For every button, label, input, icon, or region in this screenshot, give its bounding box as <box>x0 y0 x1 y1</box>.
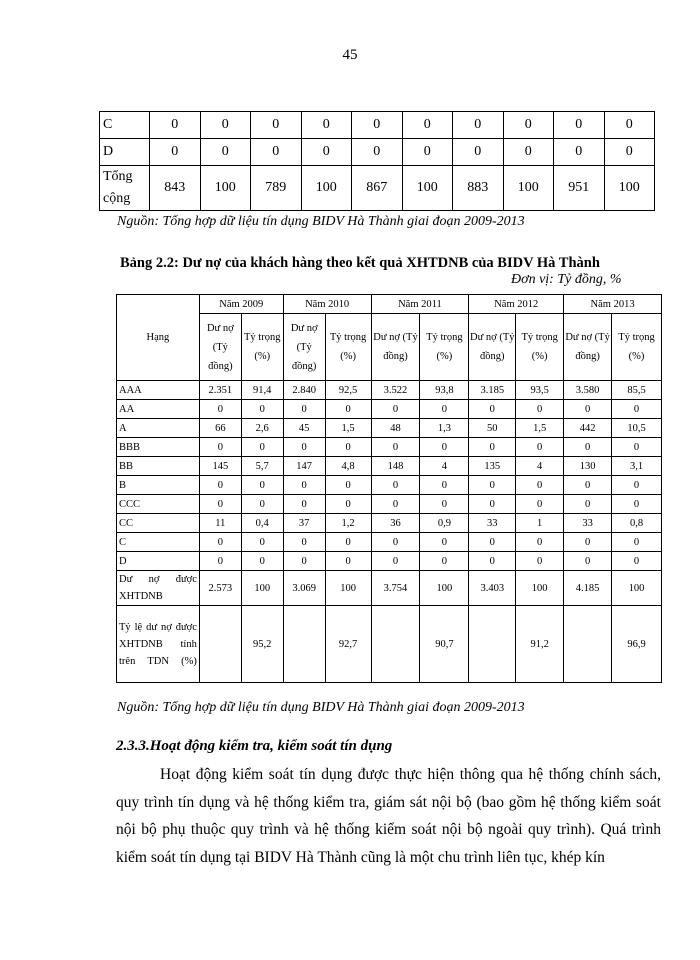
cell: 0 <box>612 438 662 457</box>
cell: 92,5 <box>325 381 371 400</box>
cell: 0 <box>371 533 420 552</box>
sub-header: Tỷ trọng (%) <box>420 314 469 381</box>
cell: 33 <box>469 514 516 533</box>
year-header: Năm 2013 <box>564 295 662 314</box>
cell: 0 <box>199 533 241 552</box>
row-label: D <box>117 552 200 571</box>
table-2-unit: Đơn vị: Tỷ đồng, % <box>511 272 622 287</box>
table-1-continuation <box>99 111 655 211</box>
cell: 0,4 <box>241 514 283 533</box>
cell: 50 <box>469 419 516 438</box>
year-header: Năm 2012 <box>469 295 564 314</box>
cell: 0 <box>564 533 612 552</box>
cell: 100 <box>325 571 371 606</box>
cell: 4.185 <box>564 571 612 606</box>
cell: 0 <box>241 533 283 552</box>
sub-header: Tỷ trọng (%) <box>612 314 662 381</box>
cell: 0 <box>612 552 662 571</box>
cell: 0 <box>283 476 325 495</box>
row-label: A <box>117 419 200 438</box>
table-row <box>100 166 655 211</box>
cell: 2.573 <box>199 571 241 606</box>
cell: 0 <box>325 533 371 552</box>
cell: 95,2 <box>241 606 283 683</box>
cell: 4,8 <box>325 457 371 476</box>
table-row <box>117 457 662 476</box>
cell: 0 <box>453 112 504 139</box>
cell <box>564 606 612 683</box>
year-header: Năm 2010 <box>283 295 371 314</box>
cell: 33 <box>564 514 612 533</box>
cell: 0 <box>241 438 283 457</box>
cell: 0 <box>199 400 241 419</box>
cell: 0 <box>503 112 554 139</box>
sub-header: Dư nợ (Tỷ đồng) <box>564 314 612 381</box>
cell: 85,5 <box>612 381 662 400</box>
cell: 2.840 <box>283 381 325 400</box>
table-row <box>117 533 662 552</box>
cell: 37 <box>283 514 325 533</box>
sub-header: Dư nợ (Tỷ đồng) <box>283 314 325 381</box>
cell: 0 <box>420 400 469 419</box>
sub-header: Tỷ trọng (%) <box>516 314 564 381</box>
cell: 0 <box>352 112 403 139</box>
body-paragraph <box>116 761 661 871</box>
row-label: Tỷ lệ dư nợ được XHTDNB tính trên TDN (%) <box>117 606 200 683</box>
cell: 90,7 <box>420 606 469 683</box>
cell: 0 <box>200 112 251 139</box>
cell: 100 <box>301 166 352 211</box>
sub-header: Dư nợ (Tỷ đồng) <box>199 314 241 381</box>
cell: 0 <box>199 495 241 514</box>
cell: 843 <box>150 166 201 211</box>
header-row <box>117 295 662 314</box>
cell: 100 <box>200 166 251 211</box>
cell: 0 <box>241 476 283 495</box>
cell: 0 <box>371 552 420 571</box>
cell: 0 <box>199 476 241 495</box>
cell: 0 <box>604 112 655 139</box>
cell: 0 <box>469 438 516 457</box>
cell: 2.351 <box>199 381 241 400</box>
cell: 3.403 <box>469 571 516 606</box>
cell: 91,2 <box>516 606 564 683</box>
sub-header: Dư nợ (Tỷ đồng) <box>469 314 516 381</box>
cell: 3.185 <box>469 381 516 400</box>
cell: 0 <box>604 139 655 166</box>
cell: 0 <box>150 112 201 139</box>
cell: 0 <box>251 112 302 139</box>
cell: 0 <box>469 533 516 552</box>
cell: 93,5 <box>516 381 564 400</box>
cell: 0 <box>503 139 554 166</box>
cell: 0 <box>564 476 612 495</box>
cell: 0 <box>199 552 241 571</box>
cell: 130 <box>564 457 612 476</box>
cell: 0 <box>420 438 469 457</box>
cell: 0 <box>469 552 516 571</box>
cell: 0 <box>469 495 516 514</box>
cell: 0 <box>612 476 662 495</box>
cell: 100 <box>420 571 469 606</box>
section-heading: 2.3.3.Hoạt động kiểm tra, kiểm soát tín dụng <box>116 738 393 754</box>
row-label: CC <box>117 514 200 533</box>
cell: 0 <box>241 400 283 419</box>
cell: 1,5 <box>516 419 564 438</box>
table-2 <box>116 294 662 683</box>
cell: 0 <box>516 552 564 571</box>
cell: 0 <box>612 495 662 514</box>
cell <box>199 606 241 683</box>
cell: 0 <box>325 438 371 457</box>
cell: 0 <box>325 476 371 495</box>
cell: 4 <box>516 457 564 476</box>
rank-header: Hạng <box>117 295 200 381</box>
table-row <box>117 495 662 514</box>
cell: 11 <box>199 514 241 533</box>
cell: 0 <box>402 139 453 166</box>
cell: 883 <box>453 166 504 211</box>
row-label: AA <box>117 400 200 419</box>
cell: 0 <box>612 400 662 419</box>
table-row <box>117 514 662 533</box>
cell: 0 <box>325 552 371 571</box>
cell: 1,2 <box>325 514 371 533</box>
table-row <box>117 381 662 400</box>
cell: 0 <box>325 495 371 514</box>
cell: 951 <box>554 166 605 211</box>
row-label: AAA <box>117 381 200 400</box>
cell: 0 <box>301 112 352 139</box>
cell: 0 <box>325 400 371 419</box>
cell: 0 <box>612 533 662 552</box>
cell: 66 <box>199 419 241 438</box>
table-row <box>117 571 662 606</box>
row-label: B <box>117 476 200 495</box>
cell: 0 <box>554 112 605 139</box>
sub-header: Tỷ trọng (%) <box>241 314 283 381</box>
table-2-source: Nguồn: Tổng hợp dữ liệu tín dụng BIDV Hà Thành giai đoạn 2009-2013 <box>117 700 525 715</box>
table-row <box>117 476 662 495</box>
cell: 0 <box>371 438 420 457</box>
cell: 0 <box>352 139 403 166</box>
cell: 0 <box>283 495 325 514</box>
cell: 100 <box>516 571 564 606</box>
cell: 0 <box>420 552 469 571</box>
cell: 0 <box>150 139 201 166</box>
cell: 0 <box>516 476 564 495</box>
table-row <box>100 139 655 166</box>
cell: 100 <box>402 166 453 211</box>
cell: 0 <box>283 438 325 457</box>
cell: 100 <box>612 571 662 606</box>
row-label: BB <box>117 457 200 476</box>
cell: 93,8 <box>420 381 469 400</box>
table-row <box>117 606 662 683</box>
page-number: 45 <box>342 47 358 63</box>
cell: 0 <box>200 139 251 166</box>
cell: 1 <box>516 514 564 533</box>
row-label: Dư nợ được XHTDNB <box>117 571 200 606</box>
cell: 91,4 <box>241 381 283 400</box>
cell: 96,9 <box>612 606 662 683</box>
cell: 36 <box>371 514 420 533</box>
cell: 0 <box>420 495 469 514</box>
cell: 0 <box>564 438 612 457</box>
cell: 100 <box>604 166 655 211</box>
cell: 0 <box>564 552 612 571</box>
cell: 0 <box>453 139 504 166</box>
cell: 92,7 <box>325 606 371 683</box>
cell: 789 <box>251 166 302 211</box>
cell: 0 <box>516 400 564 419</box>
cell: 145 <box>199 457 241 476</box>
cell: 0 <box>516 495 564 514</box>
cell: 0 <box>301 139 352 166</box>
cell: 147 <box>283 457 325 476</box>
cell <box>371 606 420 683</box>
cell: 3.754 <box>371 571 420 606</box>
cell <box>283 606 325 683</box>
cell: 0 <box>283 400 325 419</box>
cell: 0 <box>516 438 564 457</box>
cell: 0 <box>420 476 469 495</box>
cell: 100 <box>241 571 283 606</box>
cell: 0 <box>371 400 420 419</box>
cell: 4 <box>420 457 469 476</box>
cell: 100 <box>503 166 554 211</box>
row-label: CCC <box>117 495 200 514</box>
cell: 3.069 <box>283 571 325 606</box>
cell: 0 <box>371 476 420 495</box>
cell: 0 <box>516 533 564 552</box>
year-header: Năm 2009 <box>199 295 283 314</box>
cell: 1,3 <box>420 419 469 438</box>
cell <box>469 606 516 683</box>
table-2-caption: Bảng 2.2: Dư nợ của khách hàng theo kết quả XHTDNB của BIDV Hà Thành <box>120 255 600 271</box>
sub-header: Dư nợ (Tỷ đồng) <box>371 314 420 381</box>
cell: 0,8 <box>612 514 662 533</box>
table-row <box>117 438 662 457</box>
cell: 0 <box>283 552 325 571</box>
table-row <box>117 419 662 438</box>
paragraph-text: Hoạt động kiểm soát tín dụng được thực hiện thông qua hệ thống chính sách, quy trình tín dụng và hệ thống kiểm tra, giám sát nội bộ (bao gồm hệ thống kiểm soát nội bộ phụ thuộc quy trình và hệ thống kiểm soát nội bộ ngoài quy trình). Quá trình kiểm soát tín dụng tại BIDV Hà Thành cũng là một chu trình liên tục, khép kín <box>116 766 661 866</box>
cell: 0,9 <box>420 514 469 533</box>
cell: 3.522 <box>371 381 420 400</box>
cell: 135 <box>469 457 516 476</box>
cell: 867 <box>352 166 403 211</box>
cell: 0 <box>469 476 516 495</box>
cell: 45 <box>283 419 325 438</box>
cell: 442 <box>564 419 612 438</box>
cell: 0 <box>251 139 302 166</box>
row-label: C <box>117 533 200 552</box>
row-label: D <box>100 139 150 166</box>
cell: 0 <box>241 552 283 571</box>
year-header: Năm 2011 <box>371 295 469 314</box>
cell: 0 <box>420 533 469 552</box>
cell: 148 <box>371 457 420 476</box>
cell: 3.580 <box>564 381 612 400</box>
cell: 5,7 <box>241 457 283 476</box>
cell: 0 <box>564 495 612 514</box>
table-row <box>117 400 662 419</box>
row-label: Tổng cộng <box>100 166 150 211</box>
table-row <box>117 552 662 571</box>
table-row <box>100 112 655 139</box>
sub-header: Tỷ trọng (%) <box>325 314 371 381</box>
cell: 10,5 <box>612 419 662 438</box>
row-label: BBB <box>117 438 200 457</box>
cell: 0 <box>554 139 605 166</box>
cell: 48 <box>371 419 420 438</box>
cell: 1,5 <box>325 419 371 438</box>
cell: 0 <box>241 495 283 514</box>
cell: 0 <box>199 438 241 457</box>
table-1-source: Nguồn: Tổng hợp dữ liệu tín dụng BIDV Hà Thành giai đoạn 2009-2013 <box>117 214 525 229</box>
cell: 0 <box>371 495 420 514</box>
cell: 0 <box>469 400 516 419</box>
cell: 3,1 <box>612 457 662 476</box>
row-label: C <box>100 112 150 139</box>
cell: 0 <box>402 112 453 139</box>
cell: 2,6 <box>241 419 283 438</box>
cell: 0 <box>283 533 325 552</box>
cell: 0 <box>564 400 612 419</box>
